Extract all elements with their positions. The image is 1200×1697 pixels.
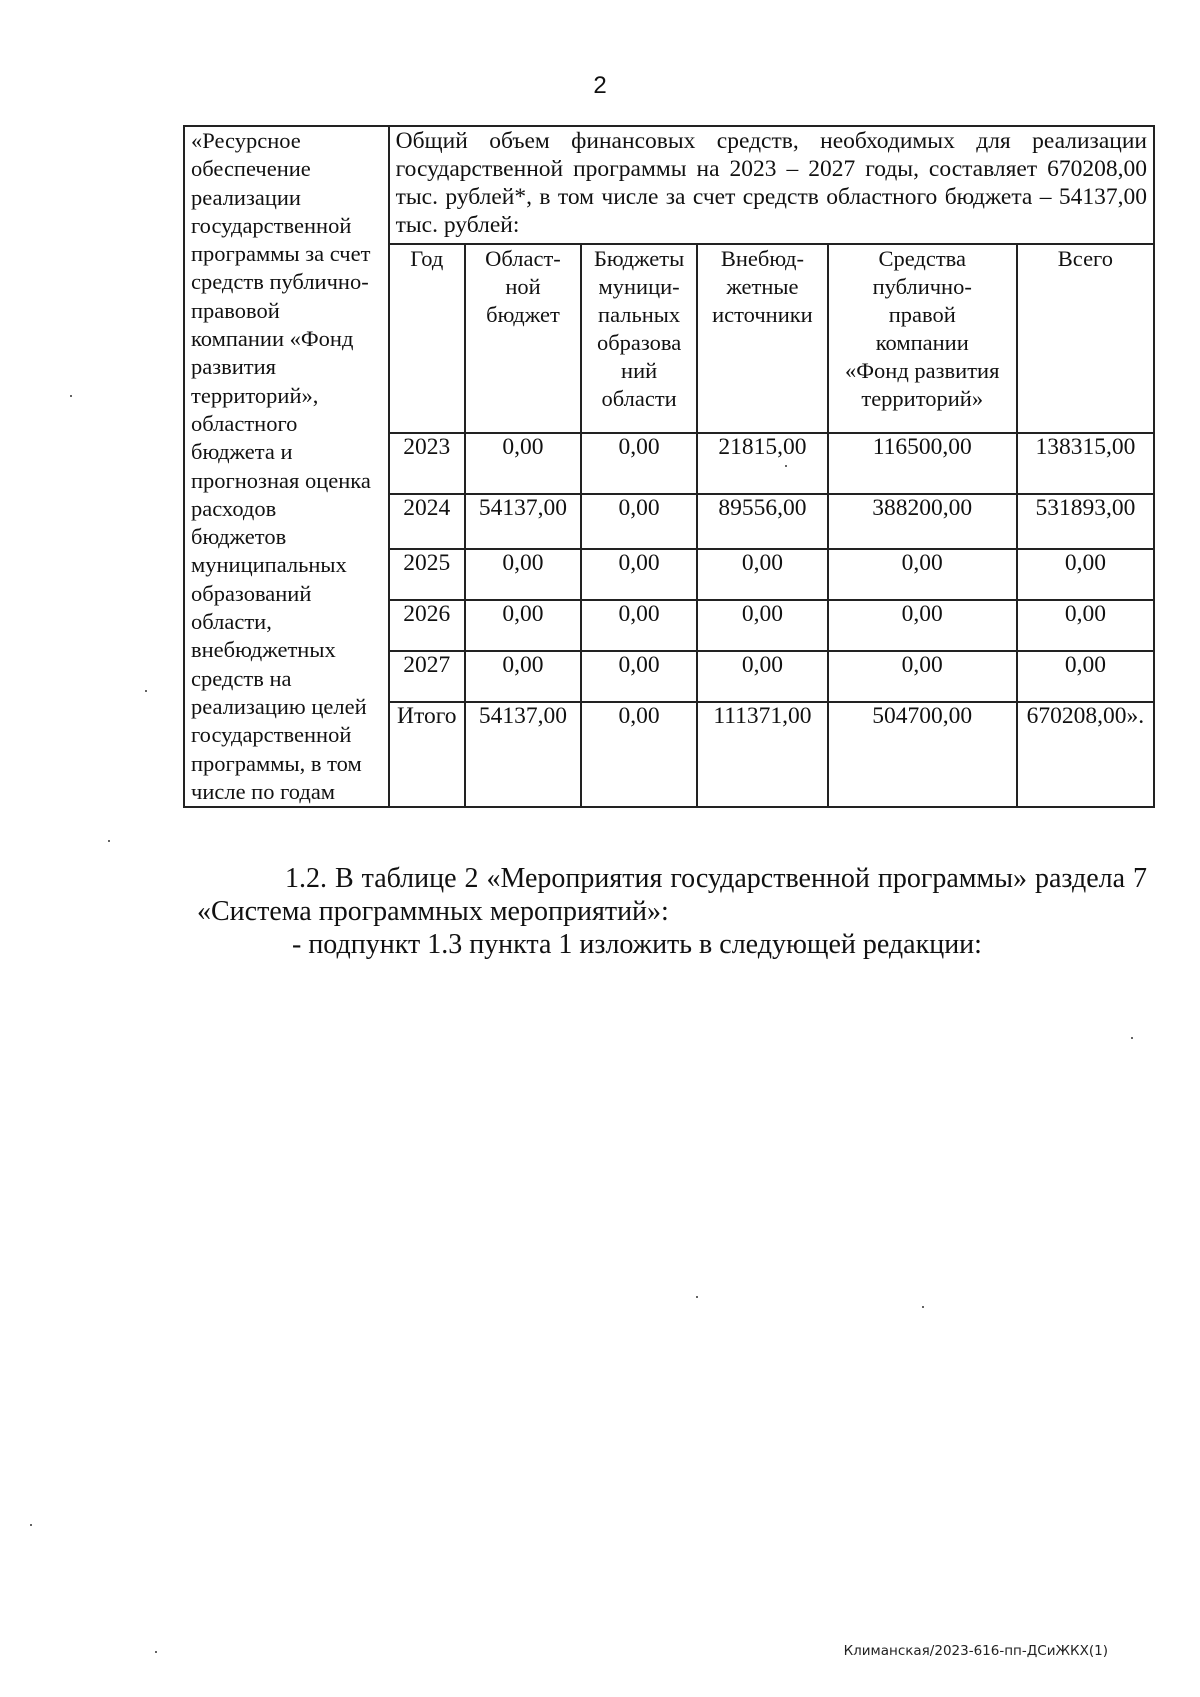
cell-municipal: 0,00 bbox=[581, 600, 697, 651]
cell-extrabudget: 21815,00 bbox=[697, 433, 828, 495]
header-line: ний bbox=[621, 357, 658, 383]
cell-year: 2027 bbox=[389, 651, 465, 702]
scan-speck bbox=[155, 1651, 157, 1653]
header-regional-budget bbox=[465, 244, 581, 433]
cell-fund: 504700,00 bbox=[828, 702, 1017, 808]
cell-municipal: 0,00 bbox=[581, 549, 697, 600]
header-total bbox=[1017, 244, 1154, 433]
header-line: Год bbox=[410, 245, 444, 271]
cell-year: 2024 bbox=[389, 494, 465, 549]
resource-label-lines bbox=[191, 127, 382, 806]
resource-label-line: муниципальных bbox=[191, 552, 347, 578]
header-fund-means bbox=[828, 244, 1017, 433]
resource-label-line: реализации bbox=[191, 184, 301, 210]
header-municipal-budgets bbox=[581, 244, 697, 433]
header-line: Средства bbox=[878, 245, 966, 271]
header-line: Внебюд- bbox=[720, 245, 804, 271]
header-line: Бюджеты bbox=[593, 245, 685, 271]
cell-fund: 0,00 bbox=[828, 600, 1017, 651]
header-line: территорий» bbox=[861, 385, 984, 411]
cell-regional: 0,00 bbox=[465, 433, 581, 495]
header-line: источники bbox=[712, 301, 813, 327]
resource-label-line: государственной bbox=[191, 722, 352, 748]
cell-fund: 388200,00 bbox=[828, 494, 1017, 549]
resource-label-line: обеспечение bbox=[191, 156, 311, 182]
cell-regional: 54137,00 bbox=[465, 494, 581, 549]
scan-speck bbox=[30, 1524, 32, 1526]
cell-regional: 0,00 bbox=[465, 651, 581, 702]
header-line: публично- bbox=[872, 273, 972, 299]
cell-total: 531893,00 bbox=[1017, 494, 1154, 549]
cell-total: 0,00 bbox=[1017, 600, 1154, 651]
header-line: бюджет bbox=[486, 301, 560, 327]
resource-label-cell bbox=[184, 126, 389, 807]
cell-year: 2023 bbox=[389, 433, 465, 495]
header-year bbox=[389, 244, 465, 433]
resource-label-line: программы за счет bbox=[191, 241, 371, 267]
cell-year: 2026 bbox=[389, 600, 465, 651]
resource-label-line: прогнозная оценка bbox=[191, 467, 371, 493]
page-number: 2 bbox=[593, 72, 607, 99]
cell-extrabudget: 0,00 bbox=[697, 651, 828, 702]
resource-label-line: образований bbox=[191, 580, 312, 606]
resource-label-line: средств на bbox=[191, 665, 292, 691]
scan-speck bbox=[922, 1306, 924, 1308]
header-extrabudgetary bbox=[697, 244, 828, 433]
resource-table bbox=[183, 125, 1155, 808]
resource-label-line: компании «Фонд bbox=[191, 326, 354, 352]
cell-extrabudget: 111371,00 bbox=[697, 702, 828, 808]
document-reference: Климанская/2023-616-пп-ДСиЖКХ(1) bbox=[843, 1643, 1108, 1659]
cell-extrabudget: 0,00 bbox=[697, 600, 828, 651]
scan-speck bbox=[1131, 1037, 1133, 1039]
cell-municipal: 0,00 bbox=[581, 702, 697, 808]
scan-speck bbox=[70, 395, 72, 397]
header-line: ной bbox=[505, 273, 541, 299]
cell-total: 0,00 bbox=[1017, 651, 1154, 702]
cell-municipal: 0,00 bbox=[581, 433, 697, 495]
header-line: компании bbox=[875, 329, 969, 355]
resource-label-line: «Ресурсное bbox=[191, 128, 301, 153]
cell-municipal: 0,00 bbox=[581, 651, 697, 702]
amendment-paragraph-subpoint: - подпункт 1.3 пункта 1 изложить в следующей редакции: bbox=[292, 929, 982, 960]
header-line: Всего bbox=[1057, 245, 1113, 271]
cell-regional: 0,00 bbox=[465, 549, 581, 600]
funding-summary: Общий объем финансовых средств, необходимых для реализации государственной программы на 2023 – 2027 годы, составляет 670208,00 тыс. рублей*, в том числе за счет средств областного бюджета – 54137,00 тыс. рублей: bbox=[389, 126, 1154, 244]
resource-label-line: развития bbox=[191, 354, 277, 380]
cell-total: 0,00 bbox=[1017, 549, 1154, 600]
resource-label-line: территорий», bbox=[191, 382, 319, 408]
scan-speck bbox=[108, 840, 110, 842]
scan-speck bbox=[145, 690, 147, 692]
cell-extrabudget: 0,00 bbox=[697, 549, 828, 600]
header-line: области bbox=[601, 385, 677, 411]
cell-year: Итого bbox=[389, 702, 465, 808]
amendment-text bbox=[197, 862, 1147, 961]
cell-year: 2025 bbox=[389, 549, 465, 600]
resource-label-line: области, bbox=[191, 609, 272, 635]
resource-label-line: реализацию целей bbox=[191, 693, 367, 719]
resource-label-line: внебюджетных bbox=[191, 637, 336, 663]
resource-label-line: государственной bbox=[191, 212, 352, 238]
resource-label-line: бюджета и bbox=[191, 439, 293, 465]
header-line: жетные bbox=[726, 273, 799, 299]
resource-label-line: программы, в том bbox=[191, 750, 362, 776]
resource-label-line: областного bbox=[191, 410, 298, 436]
cell-municipal: 0,00 bbox=[581, 494, 697, 549]
header-line: муници- bbox=[598, 273, 680, 299]
cell-fund: 0,00 bbox=[828, 651, 1017, 702]
header-line: образова bbox=[596, 329, 682, 355]
cell-regional: 54137,00 bbox=[465, 702, 581, 808]
resource-label-line: расходов bbox=[191, 495, 277, 521]
cell-fund: 116500,00 bbox=[828, 433, 1017, 495]
header-line: правой bbox=[888, 301, 956, 327]
resource-label-line: бюджетов bbox=[191, 524, 287, 550]
amendment-paragraph-1-2: 1.2. В таблице 2 «Мероприятия государственной программы» раздела 7 «Система программных мероприятий»: bbox=[197, 863, 1147, 927]
cell-total: 670208,00». bbox=[1017, 702, 1154, 808]
resource-label-line: числе по годам bbox=[191, 778, 336, 804]
resource-label-line: правовой bbox=[191, 297, 280, 323]
cell-regional: 0,00 bbox=[465, 600, 581, 651]
resource-label-line: средств публично- bbox=[191, 269, 369, 295]
scan-speck bbox=[696, 1296, 698, 1298]
header-line: Област- bbox=[485, 245, 561, 271]
cell-fund: 0,00 bbox=[828, 549, 1017, 600]
cell-total: 138315,00 bbox=[1017, 433, 1154, 495]
header-line: «Фонд развития bbox=[845, 357, 1000, 383]
scan-speck bbox=[785, 465, 787, 467]
header-line: пальных bbox=[598, 301, 681, 327]
cell-extrabudget: 89556,00 bbox=[697, 494, 828, 549]
